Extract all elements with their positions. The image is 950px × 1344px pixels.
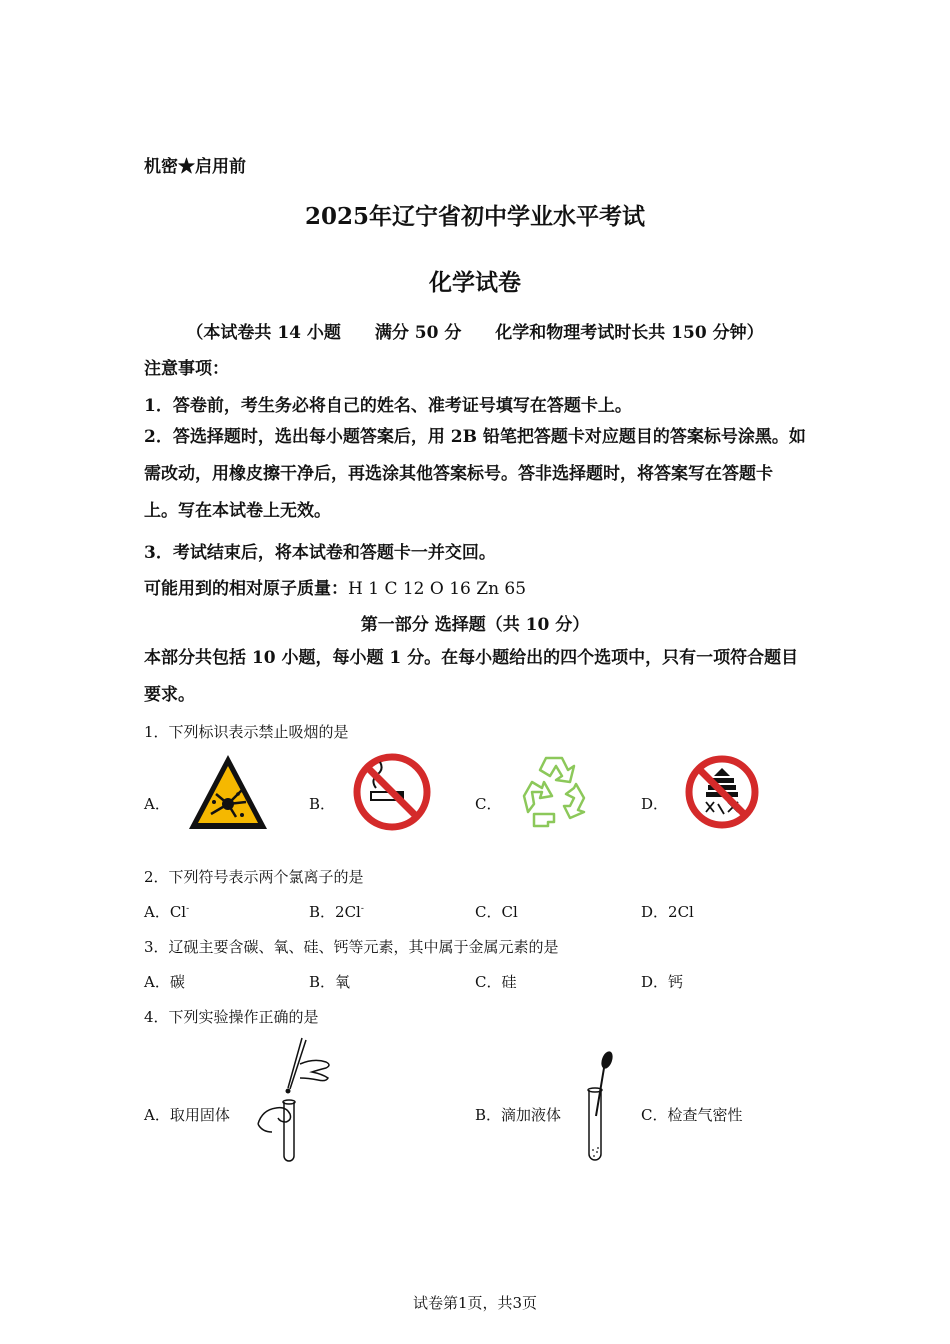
note-item-2: 2．答选择题时，选出每小题答案后，用 2B 铅笔把答题卡对应题目的答案标号涂黑。如需改动，用橡皮擦干净后，再选涂其他答案标号。答非选择题时，将答案写在答题卡上。写在本试卷上无效。 — [144, 427, 806, 521]
q2-option-b-label: B．2Cl — [309, 903, 361, 921]
q2-option-b — [309, 901, 364, 922]
question-4-stem: 4．下列实验操作正确的是 — [144, 1008, 319, 1026]
subject-title: 化学试卷 — [429, 269, 521, 296]
explosive-warning-icon — [186, 752, 270, 832]
q4-option-b: B．滴加液体 — [475, 1106, 562, 1124]
recycle-icon — [518, 752, 596, 830]
q2-option-a-charge: - — [186, 904, 190, 914]
q1-option-c: C． — [475, 795, 502, 813]
confidential-label: 机密★启用前 — [144, 157, 246, 177]
q1-option-b: B． — [309, 795, 336, 813]
part1-intro: 本部分共包括 10 小题，每小题 1 分。在每小题给出的四个选项中，只有一项符合题目要求。 — [144, 648, 799, 705]
question-1-stem: 1．下列标识表示禁止吸烟的是 — [144, 723, 349, 741]
no-fireworks-icon — [684, 754, 760, 830]
page-footer: 试卷第1页，共3页 — [412, 1294, 538, 1312]
q2-option-d-label: D．2Cl — [641, 903, 694, 921]
q2-option-a-label: A．Cl — [144, 903, 187, 921]
part1-heading: 第一部分 选择题（共 10 分） — [360, 615, 590, 635]
atomic-mass-line — [144, 574, 526, 599]
q4-option-a: A．取用固体 — [144, 1106, 230, 1124]
exam-info — [0, 318, 950, 343]
q3-option-a: A．碳 — [144, 973, 185, 991]
notes-heading: 注意事项： — [144, 359, 229, 379]
q3-option-b: B．氧 — [309, 973, 351, 991]
exam-title: 2025年辽宁省初中学业水平考试 — [304, 203, 645, 230]
q2-option-d — [641, 901, 694, 922]
q2-option-c-label: C．Cl — [475, 903, 518, 921]
q1-option-d: D． — [641, 795, 669, 813]
note-item-1: 1．答卷前，考生务必将自己的姓名、准考证号填写在答题卡上。 — [144, 396, 632, 416]
note-item-3: 3．考试结束后，将本试卷和答题卡一并交回。 — [144, 543, 496, 563]
exam-info-questions: （本试卷共 14 小题 — [186, 323, 341, 343]
question-3-stem: 3．辽砚主要含碳、氧、硅、钙等元素，其中属于金属元素的是 — [144, 938, 559, 956]
q4-option-c: C．检查气密性 — [641, 1106, 743, 1124]
q3-option-c: C．硅 — [475, 973, 517, 991]
dropper-test-tube-icon — [578, 1050, 622, 1166]
atomic-mass-label: 可能用到的相对原子质量： — [144, 579, 348, 599]
atomic-mass-values: H 1 C 12 O 16 Zn 65 — [348, 579, 527, 599]
exam-info-score: 满分 50 分 — [374, 323, 462, 343]
question-2-stem: 2．下列符号表示两个氯离子的是 — [144, 868, 364, 886]
q2-option-c — [475, 901, 518, 922]
q1-option-a: A． — [144, 795, 170, 813]
no-smoking-icon — [351, 752, 433, 832]
tweezers-test-tube-icon — [250, 1034, 336, 1166]
q2-option-b-charge: - — [360, 904, 364, 914]
q2-option-a — [144, 901, 189, 922]
q3-option-d: D．钙 — [641, 973, 684, 991]
exam-info-duration: 化学和物理考试时长共 150 分钟） — [495, 323, 764, 343]
